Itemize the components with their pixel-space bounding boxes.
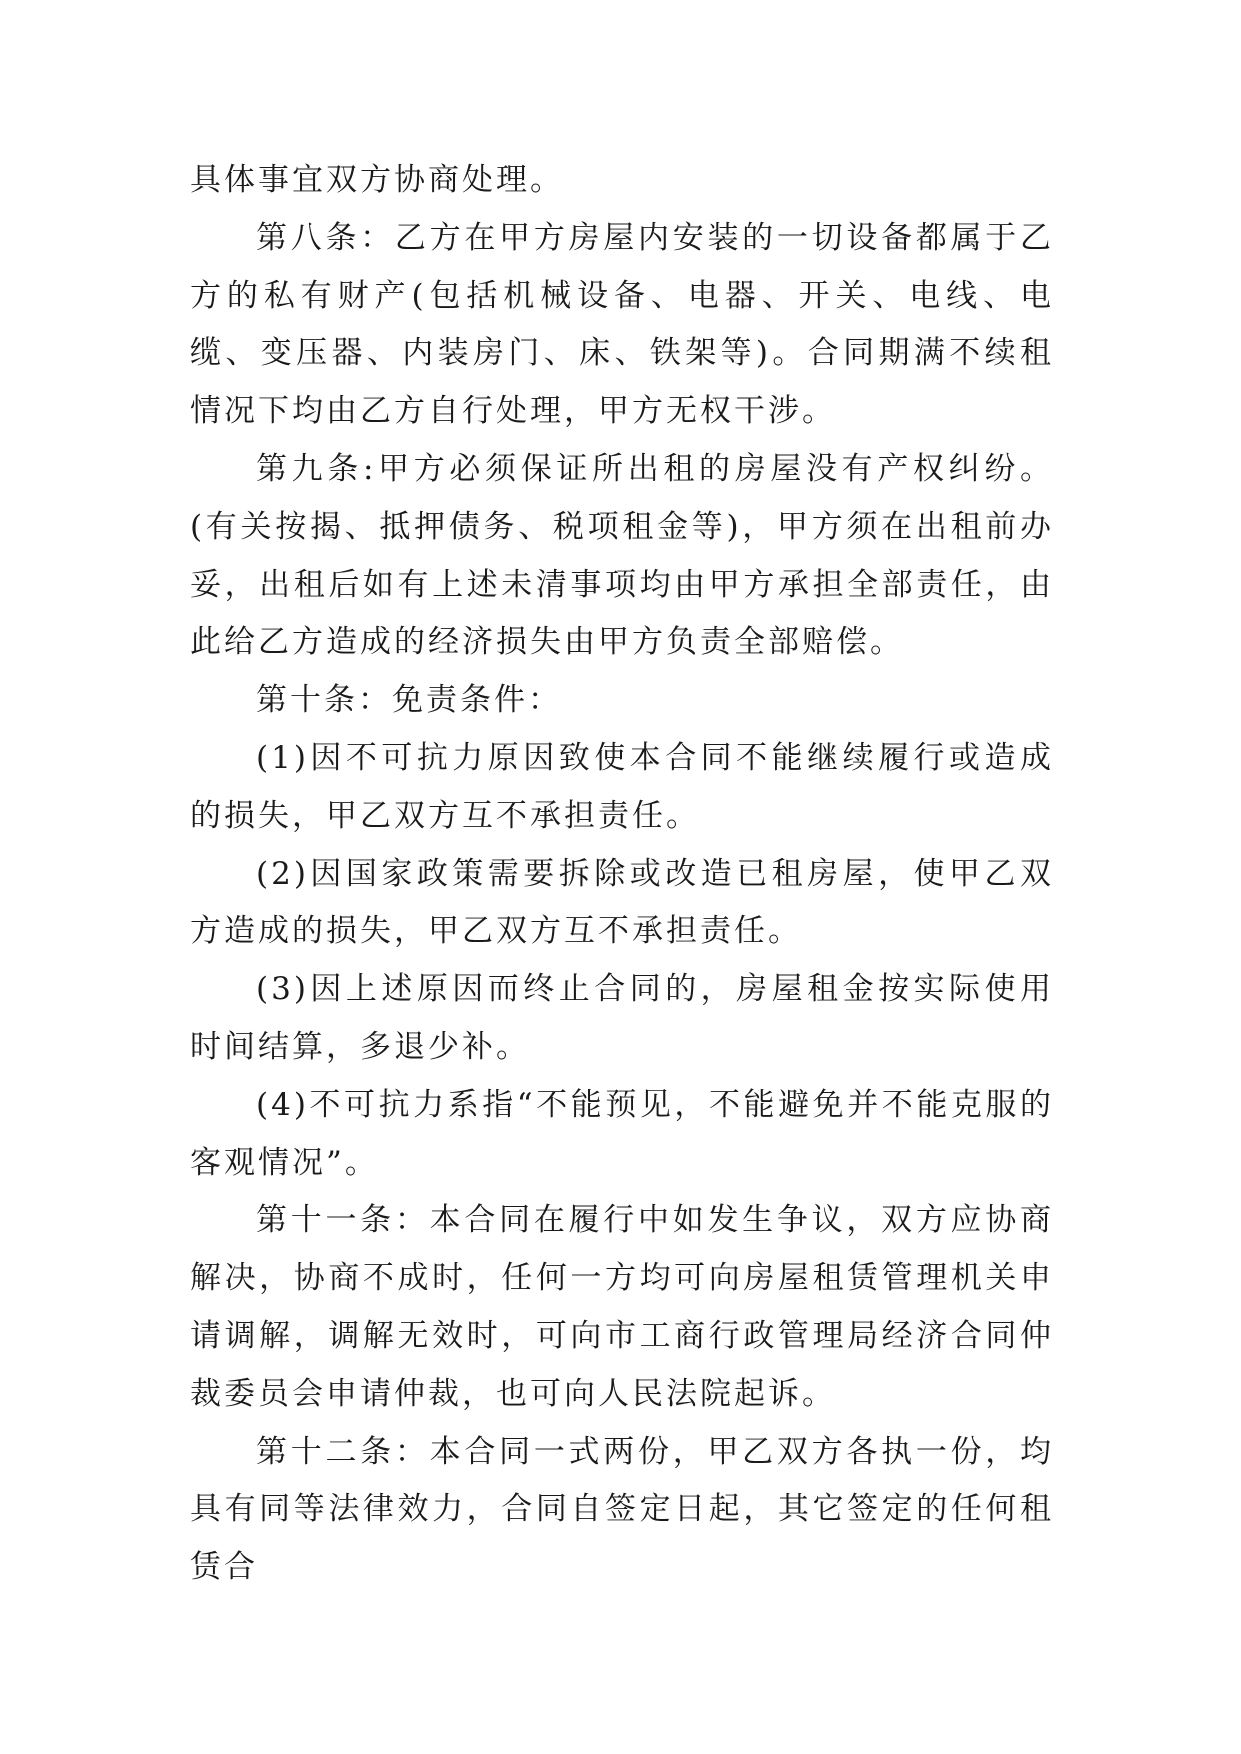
paragraph-clause-10-item-3: (3)因上述原因而终止合同的，房屋租金按实际使用时间结算，多退少补。 xyxy=(190,971,1054,1065)
paragraph-clause-8: 第八条：乙方在甲方房屋内安装的一切设备都属于乙方的私有财产(包括机械设备、电器、开关、电线、电缆、变压器、内装房门、床、铁架等)。合同期满不续租情况下均由乙方自行处理，甲方无权干涉。 xyxy=(190,219,1054,430)
paragraph-clause-11: 第十一条：本合同在履行中如发生争议，双方应协商解决，协商不成时，任何一方均可向房屋租赁管理机关申请调解，调解无效时，可向市工商行政管理局经济合同仲裁委员会申请仲裁，也可向人民法院起诉。 xyxy=(190,1202,1054,1412)
paragraph-clause-9: 第九条:甲方必须保证所出租的房屋没有产权纠纷。(有关按揭、抵押债务、税项租金等)，甲方须在出租前办妥，出租后如有上述未清事项均由甲方承担全部责任，由此给乙方造成的经济损失由甲方负责全部赔偿。 xyxy=(190,450,1054,661)
paragraph-clause-10-item-1: (1)因不可抗力原因致使本合同不能继续履行或造成的损失，甲乙双方互不承担责任。 xyxy=(190,739,1054,834)
paragraph-clause-12: 第十二条：本合同一式两份，甲乙双方各执一份，均具有同等法律效力，合同自签定日起，其它签定的任何租赁合 xyxy=(190,1433,1054,1586)
paragraph-clause-10-item-4: (4)不可抗力系指“不能预见，不能避免并不能克服的客观情况”。 xyxy=(190,1086,1054,1181)
paragraph-clause-10-heading: 第十条：免责条件： xyxy=(256,682,562,719)
paragraph-clause-10-item-2: (2)因国家政策需要拆除或改造已租房屋，使甲乙双方造成的损失，甲乙双方互不承担责任。 xyxy=(190,855,1054,950)
document-body xyxy=(190,152,1054,1597)
paragraph-clause-7-end: 具体事宜双方协商处理。 xyxy=(190,162,564,198)
